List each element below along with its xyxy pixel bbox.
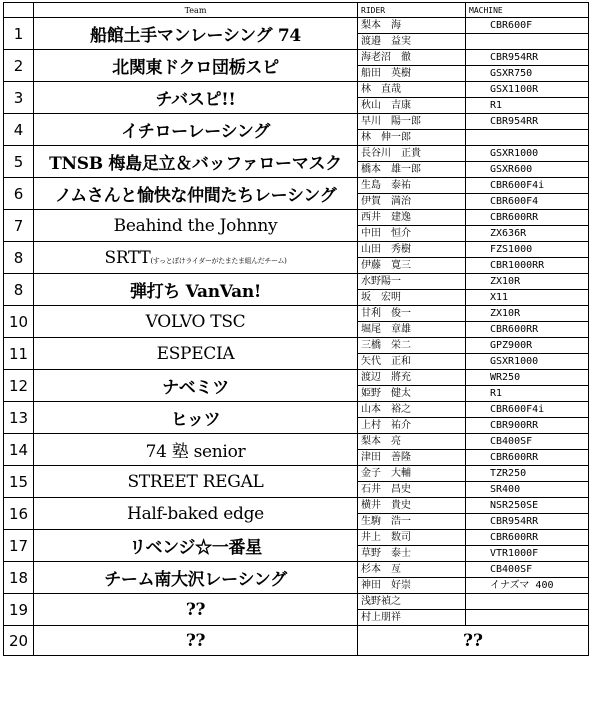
rider-name: 甘利 俊一 bbox=[358, 306, 466, 322]
rider-name: 金子 大輔 bbox=[358, 466, 466, 482]
table-row bbox=[4, 498, 589, 514]
rider-name: 秋山 吉康 bbox=[358, 98, 466, 114]
entry-number: 17 bbox=[4, 530, 34, 562]
rider-name: 早川 陽一郎 bbox=[358, 114, 466, 130]
table-row bbox=[4, 338, 589, 354]
machine-name: CB400SF bbox=[466, 562, 589, 578]
rider-name: 水野陽一 bbox=[358, 274, 466, 290]
rider-name: 上村 祐介 bbox=[358, 418, 466, 434]
team-name: ヒッツ bbox=[34, 402, 358, 434]
team-name: ?? bbox=[34, 594, 358, 626]
machine-name: CBR600F bbox=[466, 18, 589, 34]
machine-name: GSXR1000 bbox=[466, 146, 589, 162]
entry-number: 20 bbox=[4, 626, 34, 656]
table-row bbox=[4, 50, 589, 66]
rider-name: 石井 昌史 bbox=[358, 482, 466, 498]
rider-name: 生駒 浩一 bbox=[358, 514, 466, 530]
machine-name: CBR954RR bbox=[466, 514, 589, 530]
table-row bbox=[4, 466, 589, 482]
team-name: Beahind the Johnny bbox=[34, 210, 358, 242]
team-name: Half-baked edge bbox=[34, 498, 358, 530]
team-name: 北関東ドクロ団栃スピ bbox=[34, 50, 358, 82]
entry-number: 7 bbox=[4, 210, 34, 242]
rider-name: 船田 英樹 bbox=[358, 66, 466, 82]
team-name: ?? bbox=[34, 626, 358, 656]
rider-name: 山本 裕之 bbox=[358, 402, 466, 418]
machine-name: CBR600F4i bbox=[466, 178, 589, 194]
machine-name bbox=[466, 34, 589, 50]
team-name: チバスピ!! bbox=[34, 82, 358, 114]
table-body bbox=[4, 18, 589, 656]
rider-name: 三橋 栄二 bbox=[358, 338, 466, 354]
table-row bbox=[4, 434, 589, 450]
entry-number: 11 bbox=[4, 338, 34, 370]
entry-number: 15 bbox=[4, 466, 34, 498]
machine-name bbox=[466, 130, 589, 146]
machine-name: FZS1000 bbox=[466, 242, 589, 258]
entry-number: 16 bbox=[4, 498, 34, 530]
header-row bbox=[4, 3, 589, 18]
rider-name: 浅野禎之 bbox=[358, 594, 466, 610]
table-row bbox=[4, 530, 589, 546]
entry-number: 1 bbox=[4, 18, 34, 50]
team-name-main: SRTT bbox=[104, 247, 151, 268]
team-name: 船館土手マンレーシング 74 bbox=[34, 18, 358, 50]
machine-name: ZX636R bbox=[466, 226, 589, 242]
machine-name: CBR600RR bbox=[466, 530, 589, 546]
rider-name: 生島 泰祐 bbox=[358, 178, 466, 194]
team-name: VOLVO TSC bbox=[34, 306, 358, 338]
rider-name: 村上朋祥 bbox=[358, 610, 466, 626]
rider-name: 梨本 亮 bbox=[358, 434, 466, 450]
rider-machine-unknown: ?? bbox=[358, 626, 589, 656]
entry-number: 13 bbox=[4, 402, 34, 434]
table-row bbox=[4, 242, 589, 258]
rider-name: 海老沼 徹 bbox=[358, 50, 466, 66]
rider-name: 草野 泰士 bbox=[358, 546, 466, 562]
team-name-note: (すっとぼけライダーがたまたま組んだチーム) bbox=[150, 256, 287, 265]
rider-name: 長谷川 正貴 bbox=[358, 146, 466, 162]
entry-number: 3 bbox=[4, 82, 34, 114]
team-name: STREET REGAL bbox=[34, 466, 358, 498]
team-name: ESPECIA bbox=[34, 338, 358, 370]
machine-name: CBR900RR bbox=[466, 418, 589, 434]
entry-number: 6 bbox=[4, 178, 34, 210]
rider-name: 西井 建逸 bbox=[358, 210, 466, 226]
rider-name: 堀尾 章雄 bbox=[358, 322, 466, 338]
rider-name: 坂 宏明 bbox=[358, 290, 466, 306]
machine-name: SR400 bbox=[466, 482, 589, 498]
team-name: 弾打ち VanVan! bbox=[34, 274, 358, 306]
entry-number: 10 bbox=[4, 306, 34, 338]
machine-name: CBR954RR bbox=[466, 50, 589, 66]
team-name: TNSB 梅島足立＆バッファローマスク bbox=[34, 146, 358, 178]
table-row bbox=[4, 210, 589, 226]
table-row bbox=[4, 178, 589, 194]
table-row bbox=[4, 18, 589, 34]
team-name: 74 塾 senior bbox=[34, 434, 358, 466]
machine-name: GSX1100R bbox=[466, 82, 589, 98]
entry-number: 18 bbox=[4, 562, 34, 594]
machine-name: イナズマ 400 bbox=[466, 578, 589, 594]
header-num bbox=[4, 3, 34, 18]
rider-name: 梨本 海 bbox=[358, 18, 466, 34]
machine-name: ZX10R bbox=[466, 306, 589, 322]
machine-name: ZX10R bbox=[466, 274, 589, 290]
entry-number: 4 bbox=[4, 114, 34, 146]
machine-name bbox=[466, 610, 589, 626]
entry-number: 14 bbox=[4, 434, 34, 466]
team-name: ノムさんと愉快な仲間たちレーシング bbox=[34, 178, 358, 210]
machine-name: CBR600RR bbox=[466, 210, 589, 226]
rider-name: 津田 善隆 bbox=[358, 450, 466, 466]
machine-name: WR250 bbox=[466, 370, 589, 386]
rider-name: 橋本 雄一郎 bbox=[358, 162, 466, 178]
machine-name: TZR250 bbox=[466, 466, 589, 482]
machine-name: R1 bbox=[466, 386, 589, 402]
team-name bbox=[34, 242, 358, 274]
team-name: ナベミツ bbox=[34, 370, 358, 402]
table-row bbox=[4, 626, 589, 641]
header-team: Team bbox=[34, 3, 358, 18]
entry-number: 12 bbox=[4, 370, 34, 402]
rider-name: 横井 貴史 bbox=[358, 498, 466, 514]
entry-number: 19 bbox=[4, 594, 34, 626]
table-row bbox=[4, 82, 589, 98]
machine-name: R1 bbox=[466, 98, 589, 114]
machine-name: X11 bbox=[466, 290, 589, 306]
machine-name: VTR1000F bbox=[466, 546, 589, 562]
machine-name: CBR600F4i bbox=[466, 402, 589, 418]
machine-name bbox=[466, 594, 589, 610]
table-row bbox=[4, 594, 589, 610]
team-name: リベンジ☆一番星 bbox=[34, 530, 358, 562]
machine-name: CBR1000RR bbox=[466, 258, 589, 274]
rider-name: 伊賀 満治 bbox=[358, 194, 466, 210]
table-row bbox=[4, 402, 589, 418]
rider-name: 渡辺 將充 bbox=[358, 370, 466, 386]
team-name: イチローレーシング bbox=[34, 114, 358, 146]
machine-name: CBR600RR bbox=[466, 322, 589, 338]
entry-table bbox=[3, 2, 589, 656]
table-row bbox=[4, 306, 589, 322]
rider-name: 渡邉 益実 bbox=[358, 34, 466, 50]
entry-number: 8 bbox=[4, 242, 34, 274]
rider-name: 矢代 正和 bbox=[358, 354, 466, 370]
entry-number: 5 bbox=[4, 146, 34, 178]
rider-name: 林 伸一郎 bbox=[358, 130, 466, 146]
table-row bbox=[4, 370, 589, 386]
machine-name: GSXR600 bbox=[466, 162, 589, 178]
rider-name: 井上 数司 bbox=[358, 530, 466, 546]
rider-name: 神田 好崇 bbox=[358, 578, 466, 594]
machine-name: CB400SF bbox=[466, 434, 589, 450]
table-row bbox=[4, 146, 589, 162]
entry-number: 2 bbox=[4, 50, 34, 82]
machine-name: GPZ900R bbox=[466, 338, 589, 354]
machine-name: CBR600RR bbox=[466, 450, 589, 466]
rider-name: 山田 秀樹 bbox=[358, 242, 466, 258]
machine-name: NSR250SE bbox=[466, 498, 589, 514]
rider-name: 林 直哉 bbox=[358, 82, 466, 98]
table-row bbox=[4, 274, 589, 290]
rider-name: 中田 恒介 bbox=[358, 226, 466, 242]
rider-name: 姫野 健太 bbox=[358, 386, 466, 402]
machine-name: GSXR750 bbox=[466, 66, 589, 82]
table-row bbox=[4, 562, 589, 578]
header-machine: MACHINE bbox=[466, 3, 589, 18]
rider-name: 杉本 亙 bbox=[358, 562, 466, 578]
header-rider: RIDER bbox=[358, 3, 466, 18]
table-row bbox=[4, 114, 589, 130]
machine-name: CBR600F4 bbox=[466, 194, 589, 210]
machine-name: CBR954RR bbox=[466, 114, 589, 130]
rider-name: 伊藤 寛三 bbox=[358, 258, 466, 274]
entry-number: 8 bbox=[4, 274, 34, 306]
team-name: チーム南大沢レーシング bbox=[34, 562, 358, 594]
machine-name: GSXR1000 bbox=[466, 354, 589, 370]
